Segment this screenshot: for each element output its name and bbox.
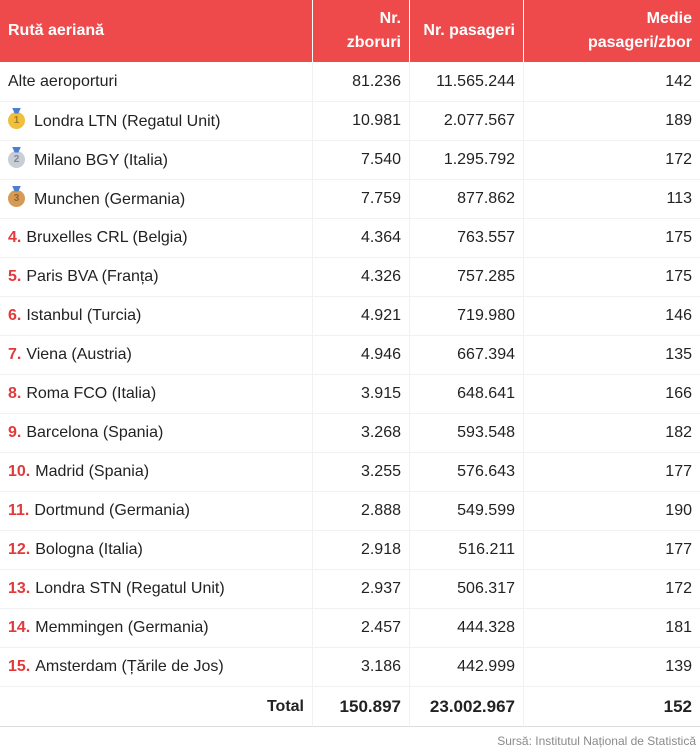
medal-number: 2 bbox=[13, 153, 20, 165]
average-cell: 146 bbox=[524, 297, 700, 336]
route-name: Madrid (Spania) bbox=[35, 463, 150, 480]
route-name: Londra STN (Regatul Unit) bbox=[35, 580, 225, 597]
route-name: Bruxelles CRL (Belgia) bbox=[26, 229, 188, 246]
rank-number: 10. bbox=[8, 463, 31, 480]
passengers-cell: 549.599 bbox=[410, 492, 524, 531]
total-label: Total bbox=[0, 687, 313, 727]
table-row bbox=[0, 62, 700, 102]
table-row bbox=[0, 219, 700, 258]
rank-number: 12. bbox=[8, 541, 31, 558]
flights-cell: 4.364 bbox=[313, 219, 410, 258]
route-name: Memmingen (Germania) bbox=[35, 619, 209, 636]
table-row bbox=[0, 414, 700, 453]
route-cell bbox=[0, 336, 313, 375]
header-route bbox=[0, 0, 313, 62]
passengers-cell: 516.211 bbox=[410, 531, 524, 570]
route-cell bbox=[0, 141, 313, 180]
passengers-cell: 2.077.567 bbox=[410, 102, 524, 141]
table-body bbox=[0, 62, 700, 727]
route-cell bbox=[0, 570, 313, 609]
flights-cell: 3.915 bbox=[313, 375, 410, 414]
medal-number: 3 bbox=[13, 192, 20, 204]
route-cell bbox=[0, 62, 313, 102]
table-header bbox=[0, 0, 700, 62]
header-passengers bbox=[410, 0, 524, 62]
average-cell: 189 bbox=[524, 102, 700, 141]
passengers-cell: 444.328 bbox=[410, 609, 524, 648]
passengers-cell: 593.548 bbox=[410, 414, 524, 453]
route-cell bbox=[0, 531, 313, 570]
route-name: Istanbul (Turcia) bbox=[26, 307, 142, 324]
rank-number: 5. bbox=[8, 268, 22, 285]
header-average bbox=[524, 0, 700, 62]
average-cell: 177 bbox=[524, 531, 700, 570]
table-row bbox=[0, 375, 700, 414]
route-cell bbox=[0, 648, 313, 687]
header-flights bbox=[313, 0, 410, 62]
route-cell bbox=[0, 297, 313, 336]
passengers-cell: 763.557 bbox=[410, 219, 524, 258]
rank-number: 4. bbox=[8, 229, 22, 246]
flights-cell: 2.918 bbox=[313, 531, 410, 570]
rank-number: 9. bbox=[8, 424, 22, 441]
header-passengers-label: Nr. pasageri bbox=[423, 22, 515, 39]
table-row bbox=[0, 570, 700, 609]
route-cell bbox=[0, 102, 313, 141]
passengers-cell: 576.643 bbox=[410, 453, 524, 492]
total-flights: 150.897 bbox=[313, 687, 410, 727]
average-cell: 166 bbox=[524, 375, 700, 414]
table-row bbox=[0, 648, 700, 687]
average-cell: 182 bbox=[524, 414, 700, 453]
header-flights-line1: Nr. bbox=[379, 10, 401, 27]
flights-cell: 4.326 bbox=[313, 258, 410, 297]
flights-cell: 3.186 bbox=[313, 648, 410, 687]
route-name: Barcelona (Spania) bbox=[26, 424, 164, 441]
flights-cell: 3.268 bbox=[313, 414, 410, 453]
route-name: Londra LTN (Regatul Unit) bbox=[34, 112, 221, 130]
bronze-medal-icon bbox=[8, 190, 25, 207]
route-cell bbox=[0, 492, 313, 531]
route-name: Amsterdam (Țările de Jos) bbox=[35, 658, 224, 675]
flights-cell: 4.921 bbox=[313, 297, 410, 336]
route-cell bbox=[0, 414, 313, 453]
table-row bbox=[0, 102, 700, 141]
silver-medal-icon bbox=[8, 151, 25, 168]
table-row bbox=[0, 336, 700, 375]
rank-number: 11. bbox=[8, 502, 30, 519]
flights-cell: 81.236 bbox=[313, 62, 410, 102]
header-average-line1: Medie bbox=[646, 10, 692, 27]
passengers-cell: 11.565.244 bbox=[410, 62, 524, 102]
average-cell: 139 bbox=[524, 648, 700, 687]
average-cell: 135 bbox=[524, 336, 700, 375]
medal-number: 1 bbox=[13, 114, 20, 126]
header-route-label: Rută aeriană bbox=[8, 22, 105, 39]
passengers-cell: 719.980 bbox=[410, 297, 524, 336]
source-note: Sursă: Institutul Național de Statistică bbox=[497, 734, 696, 748]
route-cell bbox=[0, 453, 313, 492]
total-passengers: 23.002.967 bbox=[410, 687, 524, 727]
route-name: Bologna (Italia) bbox=[35, 541, 143, 558]
flights-cell: 10.981 bbox=[313, 102, 410, 141]
average-cell: 172 bbox=[524, 570, 700, 609]
rank-number: 14. bbox=[8, 619, 31, 636]
flights-cell: 2.457 bbox=[313, 609, 410, 648]
flights-cell: 3.255 bbox=[313, 453, 410, 492]
flights-cell: 4.946 bbox=[313, 336, 410, 375]
average-cell: 175 bbox=[524, 219, 700, 258]
rank-number: 15. bbox=[8, 658, 31, 675]
header-row bbox=[0, 0, 700, 62]
total-row bbox=[0, 687, 700, 727]
table-row bbox=[0, 609, 700, 648]
route-cell bbox=[0, 609, 313, 648]
route-cell bbox=[0, 258, 313, 297]
average-cell: 175 bbox=[524, 258, 700, 297]
table-row bbox=[0, 141, 700, 180]
average-cell: 181 bbox=[524, 609, 700, 648]
passengers-cell: 648.641 bbox=[410, 375, 524, 414]
header-flights-line2: zboruri bbox=[346, 34, 401, 51]
average-cell: 172 bbox=[524, 141, 700, 180]
rank-number: 6. bbox=[8, 307, 22, 324]
passengers-cell: 506.317 bbox=[410, 570, 524, 609]
passengers-cell: 877.862 bbox=[410, 180, 524, 219]
gold-medal-icon bbox=[8, 112, 25, 129]
route-name: Munchen (Germania) bbox=[34, 190, 186, 208]
passengers-cell: 442.999 bbox=[410, 648, 524, 687]
route-name: Paris BVA (Franța) bbox=[26, 268, 159, 285]
route-cell bbox=[0, 219, 313, 258]
table-row bbox=[0, 180, 700, 219]
passengers-cell: 667.394 bbox=[410, 336, 524, 375]
average-cell: 177 bbox=[524, 453, 700, 492]
rank-number: 13. bbox=[8, 580, 31, 597]
route-name: Viena (Austria) bbox=[26, 346, 132, 363]
route-name: Roma FCO (Italia) bbox=[26, 385, 157, 402]
route-name: Milano BGY (Italia) bbox=[34, 151, 168, 169]
table-row bbox=[0, 531, 700, 570]
route-name: Dortmund (Germania) bbox=[34, 502, 190, 519]
flights-cell: 7.759 bbox=[313, 180, 410, 219]
average-cell: 142 bbox=[524, 62, 700, 102]
table-row bbox=[0, 453, 700, 492]
average-cell: 113 bbox=[524, 180, 700, 219]
total-average: 152 bbox=[524, 687, 700, 727]
table-row bbox=[0, 258, 700, 297]
average-cell: 190 bbox=[524, 492, 700, 531]
rank-number: 7. bbox=[8, 346, 22, 363]
flights-cell: 2.888 bbox=[313, 492, 410, 531]
flights-cell: 2.937 bbox=[313, 570, 410, 609]
table-row bbox=[0, 492, 700, 531]
passengers-cell: 1.295.792 bbox=[410, 141, 524, 180]
table-row bbox=[0, 297, 700, 336]
route-cell bbox=[0, 375, 313, 414]
route-cell bbox=[0, 180, 313, 219]
flights-cell: 7.540 bbox=[313, 141, 410, 180]
rank-number: 8. bbox=[8, 385, 22, 402]
header-average-line2: pasageri/zbor bbox=[587, 34, 692, 51]
passengers-cell: 757.285 bbox=[410, 258, 524, 297]
route-name: Alte aeroporturi bbox=[8, 72, 118, 90]
